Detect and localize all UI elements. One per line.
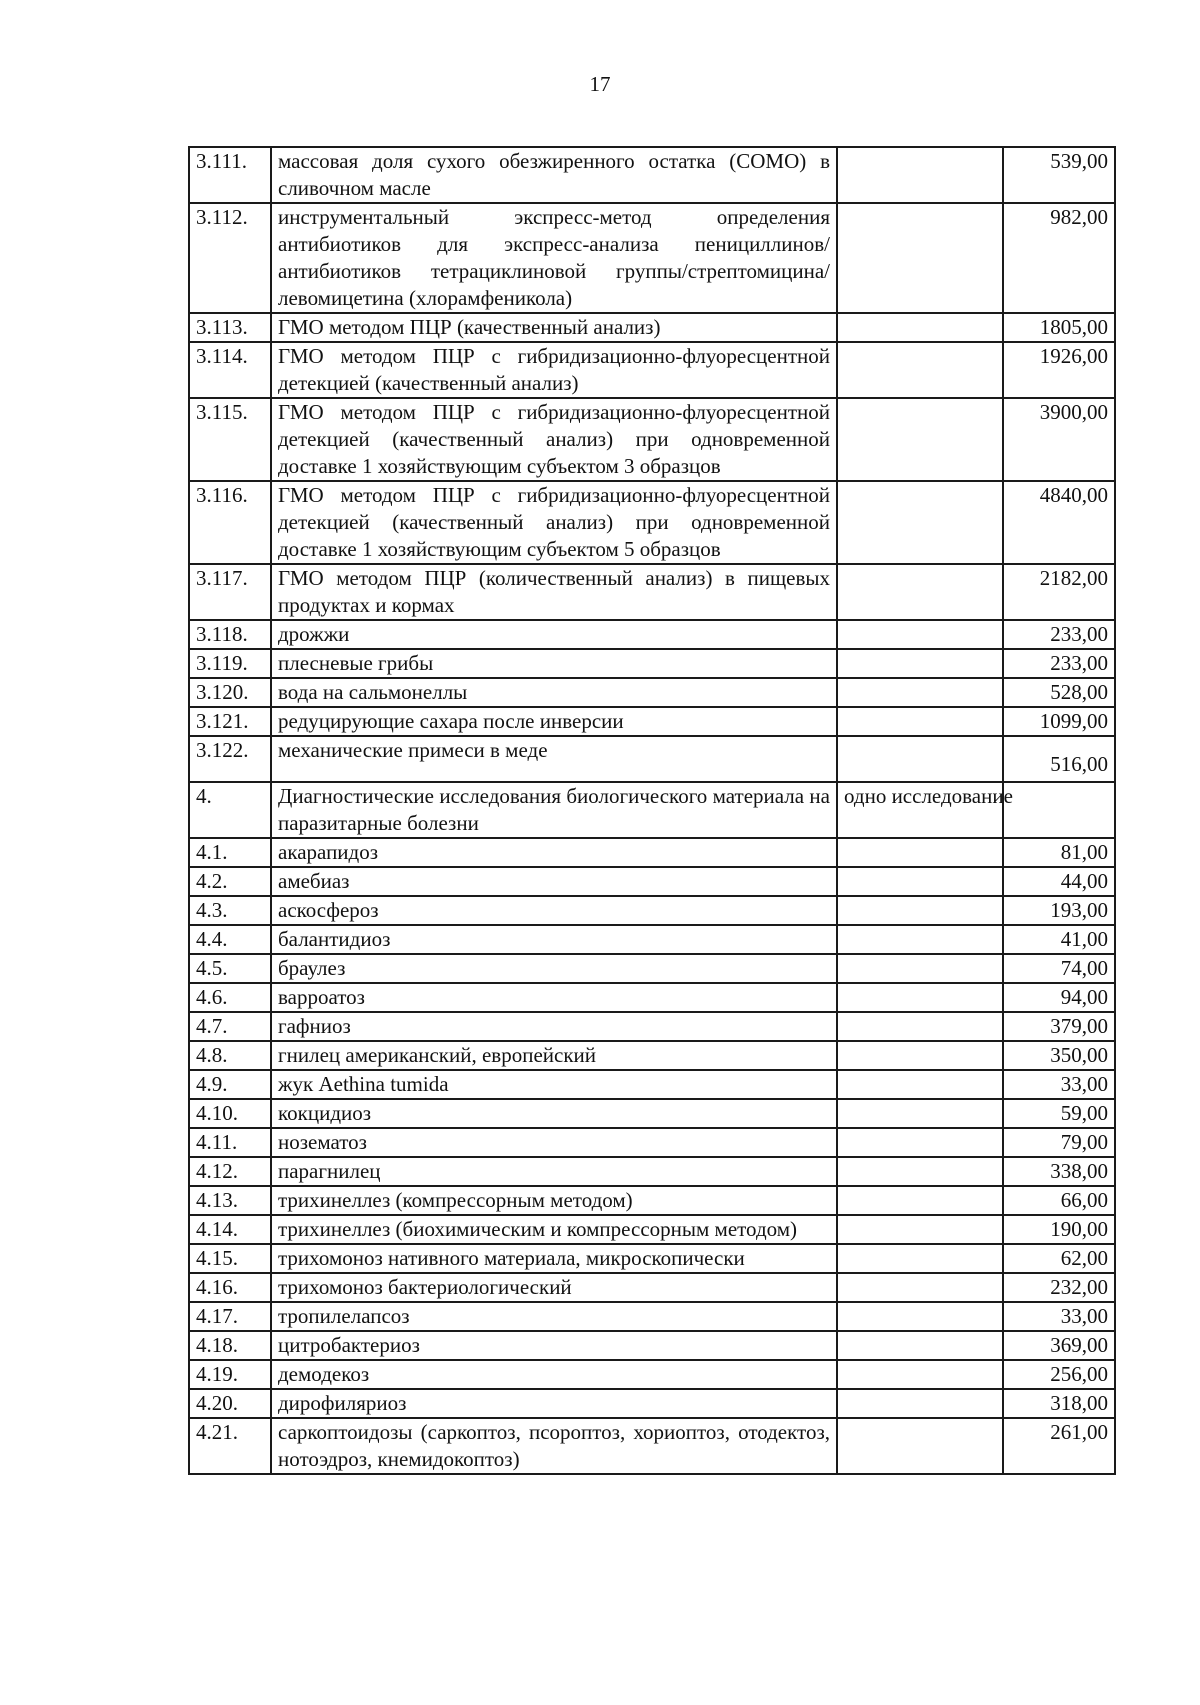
price-value: 539,00 <box>1003 147 1115 203</box>
row-number: 4.16. <box>189 1273 271 1302</box>
table-row <box>189 678 1115 707</box>
row-number: 4.2. <box>189 867 271 896</box>
table-row <box>189 838 1115 867</box>
price-value: 62,00 <box>1003 1244 1115 1273</box>
row-number: 3.112. <box>189 203 271 313</box>
row-number: 3.121. <box>189 707 271 736</box>
table-row <box>189 925 1115 954</box>
price-value: 44,00 <box>1003 867 1115 896</box>
price-value: 233,00 <box>1003 620 1115 649</box>
price-value: 59,00 <box>1003 1099 1115 1128</box>
unit-of-measure <box>837 481 1003 564</box>
unit-of-measure <box>837 954 1003 983</box>
price-value: 4840,00 <box>1003 481 1115 564</box>
unit-of-measure <box>837 1302 1003 1331</box>
table-row <box>189 1070 1115 1099</box>
service-name: трихомоноз бактериологический <box>271 1273 837 1302</box>
service-name: ГМО методом ПЦР с гибридизационно-флуоресцентной детекцией (качественный анализ) при одновременной доставке 1 хозяйствующим субъектом 5 образцов <box>271 481 837 564</box>
price-value: 232,00 <box>1003 1273 1115 1302</box>
service-name: трихомоноз нативного материала, микроскопически <box>271 1244 837 1273</box>
price-value: 66,00 <box>1003 1186 1115 1215</box>
price-value <box>1003 782 1115 838</box>
table-row <box>189 313 1115 342</box>
row-number: 4.15. <box>189 1244 271 1273</box>
price-value: 318,00 <box>1003 1389 1115 1418</box>
row-number: 3.116. <box>189 481 271 564</box>
price-table <box>188 146 1116 1475</box>
price-value: 33,00 <box>1003 1302 1115 1331</box>
service-name: ГМО методом ПЦР (количественный анализ) в пищевых продуктах и кормах <box>271 564 837 620</box>
row-number: 3.117. <box>189 564 271 620</box>
page-number: 17 <box>589 72 611 96</box>
service-name: нозематоз <box>271 1128 837 1157</box>
row-number: 4.8. <box>189 1041 271 1070</box>
price-value: 528,00 <box>1003 678 1115 707</box>
row-number: 4. <box>189 782 271 838</box>
service-name: акарапидоз <box>271 838 837 867</box>
table-row <box>189 1012 1115 1041</box>
table-row <box>189 620 1115 649</box>
row-number: 3.115. <box>189 398 271 481</box>
unit-of-measure <box>837 1418 1003 1474</box>
unit-of-measure <box>837 1012 1003 1041</box>
service-name: аскосфероз <box>271 896 837 925</box>
table-row <box>189 1186 1115 1215</box>
row-number: 4.13. <box>189 1186 271 1215</box>
row-number: 3.114. <box>189 342 271 398</box>
table-row <box>189 736 1115 782</box>
service-name: демодекоз <box>271 1360 837 1389</box>
table-row <box>189 398 1115 481</box>
unit-of-measure: одно исследование <box>837 782 1003 838</box>
unit-of-measure <box>837 398 1003 481</box>
table-row <box>189 1215 1115 1244</box>
service-name: трихинеллез (биохимическим и компрессорным методом) <box>271 1215 837 1244</box>
unit-of-measure <box>837 1360 1003 1389</box>
table-row <box>189 1389 1115 1418</box>
unit-of-measure <box>837 838 1003 867</box>
unit-of-measure <box>837 313 1003 342</box>
price-value: 3900,00 <box>1003 398 1115 481</box>
service-name: ГМО методом ПЦР (качественный анализ) <box>271 313 837 342</box>
price-value: 1926,00 <box>1003 342 1115 398</box>
unit-of-measure <box>837 620 1003 649</box>
row-number: 4.10. <box>189 1099 271 1128</box>
table-row <box>189 1331 1115 1360</box>
row-number: 3.118. <box>189 620 271 649</box>
row-number: 4.4. <box>189 925 271 954</box>
table-row <box>189 147 1115 203</box>
table-row <box>189 1360 1115 1389</box>
unit-of-measure <box>837 1244 1003 1273</box>
service-name: инструментальный экспресс-метод определения антибиотиков для экспресс-анализа пенициллинов/антибиотиков тетрациклиновой группы/стрептомицина/левомицетина (хлорамфеникола) <box>271 203 837 313</box>
unit-of-measure <box>837 1186 1003 1215</box>
row-number: 4.7. <box>189 1012 271 1041</box>
price-value: 350,00 <box>1003 1041 1115 1070</box>
table-row <box>189 1302 1115 1331</box>
row-number: 4.11. <box>189 1128 271 1157</box>
row-number: 4.12. <box>189 1157 271 1186</box>
unit-of-measure <box>837 707 1003 736</box>
service-name: Диагностические исследования биологического материала на паразитарные болезни <box>271 782 837 838</box>
row-number: 4.14. <box>189 1215 271 1244</box>
price-value: 379,00 <box>1003 1012 1115 1041</box>
price-value: 33,00 <box>1003 1070 1115 1099</box>
unit-of-measure <box>837 1128 1003 1157</box>
unit-of-measure <box>837 867 1003 896</box>
row-number: 3.122. <box>189 736 271 782</box>
price-value: 338,00 <box>1003 1157 1115 1186</box>
service-name: дирофиляриоз <box>271 1389 837 1418</box>
service-name: гнилец американский, европейский <box>271 1041 837 1070</box>
price-value: 190,00 <box>1003 1215 1115 1244</box>
unit-of-measure <box>837 1215 1003 1244</box>
unit-of-measure <box>837 1157 1003 1186</box>
service-name: вода на сальмонеллы <box>271 678 837 707</box>
price-value: 74,00 <box>1003 954 1115 983</box>
row-number: 4.18. <box>189 1331 271 1360</box>
table-row <box>189 1273 1115 1302</box>
unit-of-measure <box>837 736 1003 782</box>
price-value: 193,00 <box>1003 896 1115 925</box>
unit-of-measure <box>837 1389 1003 1418</box>
table-row <box>189 481 1115 564</box>
table-row <box>189 342 1115 398</box>
unit-of-measure <box>837 564 1003 620</box>
service-name: цитробактериоз <box>271 1331 837 1360</box>
service-name: плесневые грибы <box>271 649 837 678</box>
row-number: 4.1. <box>189 838 271 867</box>
price-value: 81,00 <box>1003 838 1115 867</box>
price-value: 982,00 <box>1003 203 1115 313</box>
service-name: балантидиоз <box>271 925 837 954</box>
service-name: варроатоз <box>271 983 837 1012</box>
unit-of-measure <box>837 983 1003 1012</box>
service-name: кокцидиоз <box>271 1099 837 1128</box>
row-number: 3.120. <box>189 678 271 707</box>
service-name: парагнилец <box>271 1157 837 1186</box>
table-row <box>189 649 1115 678</box>
price-value: 1099,00 <box>1003 707 1115 736</box>
unit-of-measure <box>837 1331 1003 1360</box>
price-value: 516,00 <box>1003 736 1115 782</box>
table-row <box>189 983 1115 1012</box>
unit-of-measure <box>837 925 1003 954</box>
price-value: 261,00 <box>1003 1418 1115 1474</box>
table-row <box>189 896 1115 925</box>
price-value: 2182,00 <box>1003 564 1115 620</box>
service-name: редуцирующие сахара после инверсии <box>271 707 837 736</box>
table-row <box>189 707 1115 736</box>
price-value: 94,00 <box>1003 983 1115 1012</box>
price-value: 256,00 <box>1003 1360 1115 1389</box>
row-number: 3.111. <box>189 147 271 203</box>
unit-of-measure <box>837 203 1003 313</box>
unit-of-measure <box>837 1041 1003 1070</box>
price-value: 41,00 <box>1003 925 1115 954</box>
service-name: ГМО методом ПЦР с гибридизационно-флуоресцентной детекцией (качественный анализ) при одновременной доставке 1 хозяйствующим субъектом 3 образцов <box>271 398 837 481</box>
price-value: 369,00 <box>1003 1331 1115 1360</box>
row-number: 4.19. <box>189 1360 271 1389</box>
row-number: 4.17. <box>189 1302 271 1331</box>
unit-of-measure <box>837 896 1003 925</box>
service-name: гафниоз <box>271 1012 837 1041</box>
service-name: жук Aethina tumida <box>271 1070 837 1099</box>
row-number: 4.21. <box>189 1418 271 1474</box>
price-value: 1805,00 <box>1003 313 1115 342</box>
table-row <box>189 1157 1115 1186</box>
service-name: дрожжи <box>271 620 837 649</box>
service-name: тропилелапсоз <box>271 1302 837 1331</box>
service-name: ГМО методом ПЦР с гибридизационно-флуоресцентной детекцией (качественный анализ) <box>271 342 837 398</box>
service-name: саркоптоидозы (саркоптоз, псороптоз, хориоптоз, отодектоз, нотоэдроз, кнемидокоптоз) <box>271 1418 837 1474</box>
row-number: 4.9. <box>189 1070 271 1099</box>
table-row <box>189 564 1115 620</box>
service-name: механические примеси в меде <box>271 736 837 782</box>
row-number: 4.5. <box>189 954 271 983</box>
row-number: 3.119. <box>189 649 271 678</box>
table-row <box>189 867 1115 896</box>
row-number: 4.20. <box>189 1389 271 1418</box>
unit-of-measure <box>837 1070 1003 1099</box>
table-row <box>189 1418 1115 1474</box>
row-number: 3.113. <box>189 313 271 342</box>
price-value: 79,00 <box>1003 1128 1115 1157</box>
unit-of-measure <box>837 1099 1003 1128</box>
unit-of-measure <box>837 678 1003 707</box>
unit-of-measure <box>837 649 1003 678</box>
table-row <box>189 1041 1115 1070</box>
unit-of-measure <box>837 147 1003 203</box>
table-row <box>189 1128 1115 1157</box>
service-name: массовая доля сухого обезжиренного остатка (СОМО) в сливочном масле <box>271 147 837 203</box>
table-row <box>189 1244 1115 1273</box>
unit-of-measure <box>837 342 1003 398</box>
table-row <box>189 1099 1115 1128</box>
service-name: браулез <box>271 954 837 983</box>
row-number: 4.6. <box>189 983 271 1012</box>
service-name: амебиаз <box>271 867 837 896</box>
table-row <box>189 782 1115 838</box>
price-value: 233,00 <box>1003 649 1115 678</box>
table-row <box>189 954 1115 983</box>
table-row <box>189 203 1115 313</box>
row-number: 4.3. <box>189 896 271 925</box>
unit-of-measure <box>837 1273 1003 1302</box>
service-name: трихинеллез (компрессорным методом) <box>271 1186 837 1215</box>
